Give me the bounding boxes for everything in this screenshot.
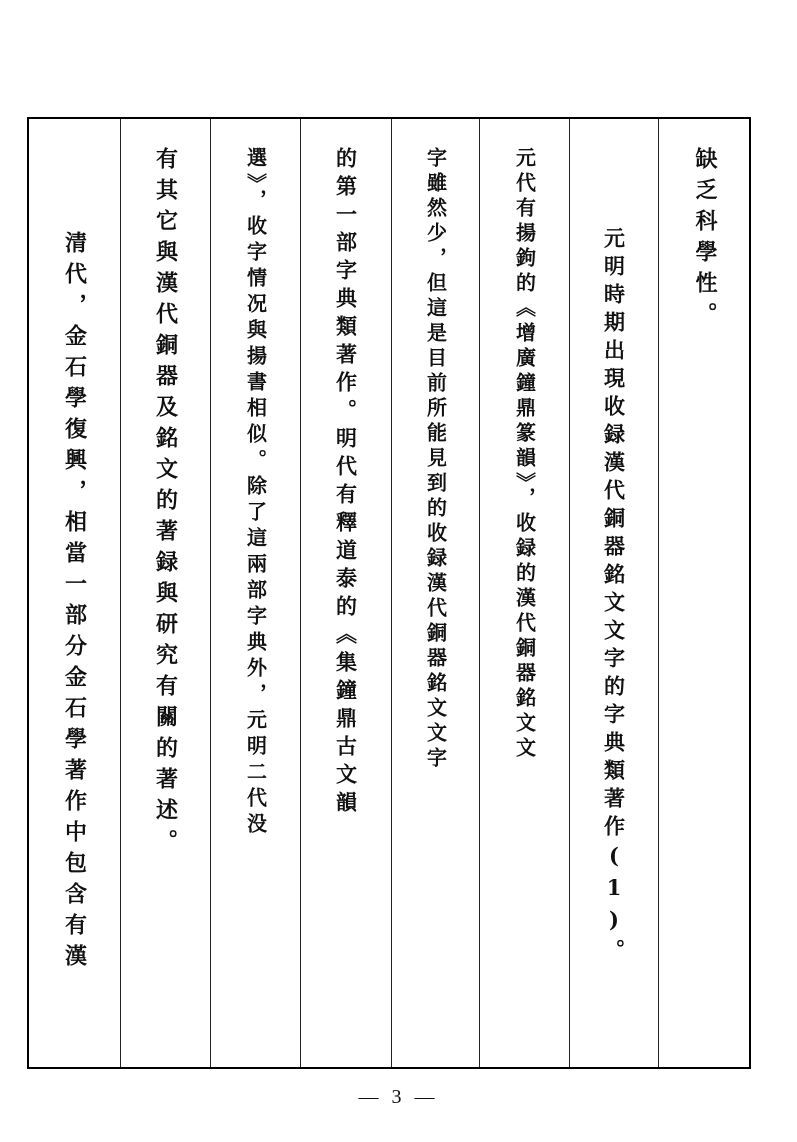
column-text: 元明時期出現收録漢代銅器銘文文字的字典類著作(1)。 [601,227,627,967]
column-text: 選》，收字情况與揚書相似。除了這兩部字典外，元明二代没 [243,147,268,839]
text-column-7 [211,119,301,1067]
page-number: — 3 — [358,1086,439,1108]
text-column-8 [121,119,211,1067]
column-text: 缺乏科學性。 [692,147,718,333]
text-column-5 [392,119,480,1067]
text-column-4 [480,119,570,1067]
column-text: 字雖然少，但這是目前所能見到的收録漢代銅器銘文文字 [423,147,448,772]
column-text: 的第一部字典類著作。明代有釋道泰的《集鐘鼎古文韻 [333,147,359,819]
page-frame [27,117,751,1069]
column-text: 清代，金石學復興，相當一部分金石學著作中包含有漢 [61,231,88,975]
column-text: 元代有揚鉤的《增廣鐘鼎篆韻》，收録的漢代銅器銘文文 [512,147,537,762]
text-column-6 [301,119,392,1067]
text-column-9 [29,119,121,1067]
text-column-2 [659,119,751,1067]
column-text: 有其它與漢代銅器及銘文的著録與研究有關的著述。 [152,147,179,860]
text-column-3 [570,119,659,1067]
